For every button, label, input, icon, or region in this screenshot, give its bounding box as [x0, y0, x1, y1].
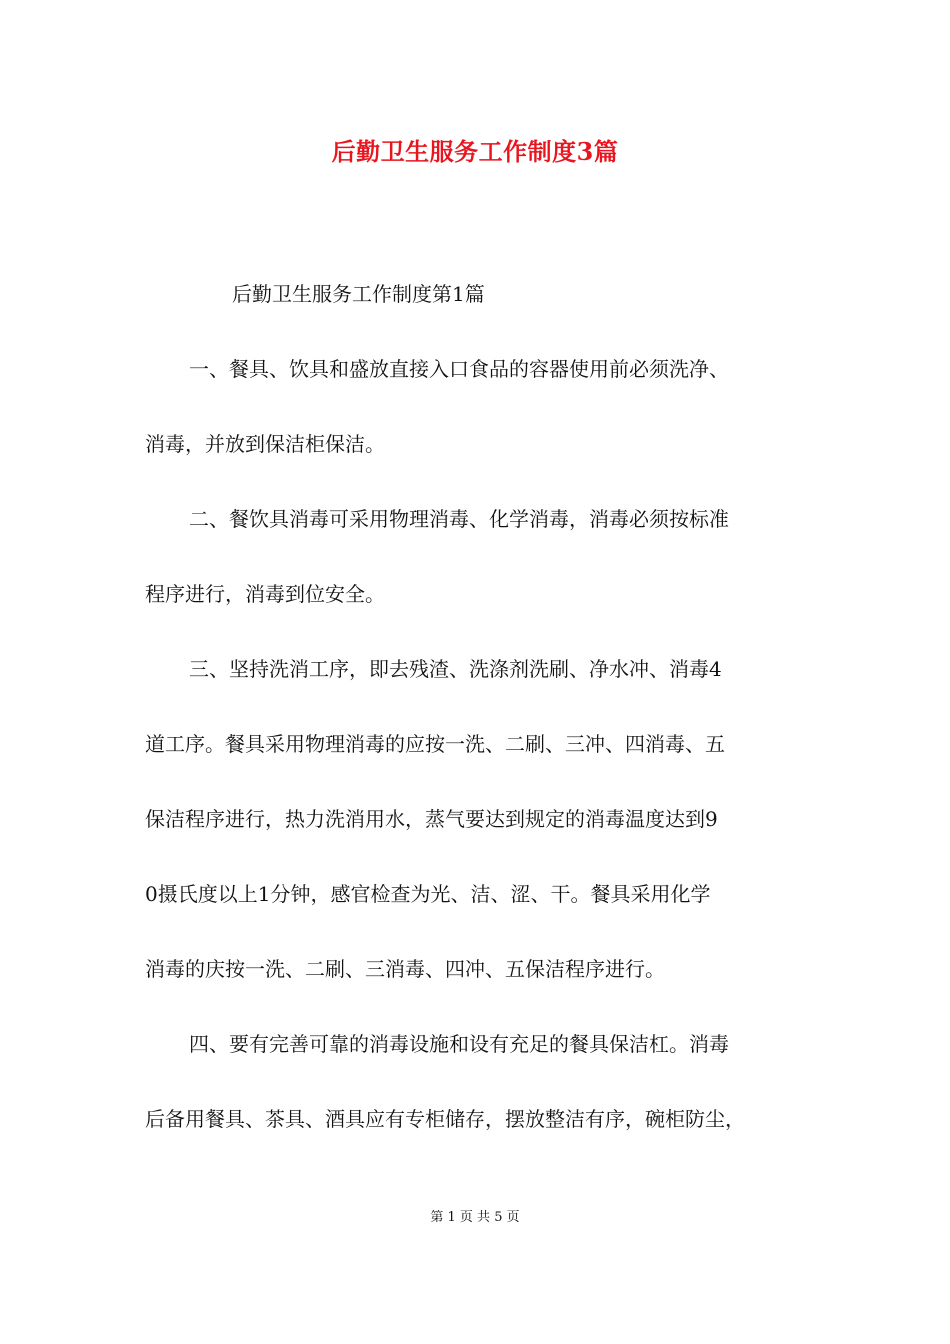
- paragraph-line: 程序进行，消毒到位安全。: [145, 582, 385, 606]
- paragraph-line: 三、坚持洗消工序，即去残渣、洗涤剂洗刷、净水冲、消毒4: [189, 657, 722, 681]
- document-title: 后勤卫生服务工作制度3篇: [331, 137, 619, 166]
- section-heading: 后勤卫生服务工作制度第1篇: [232, 282, 485, 306]
- paragraph-line: 消毒，并放到保洁柜保洁。: [145, 432, 385, 456]
- paragraph-line: 0摄氏度以上1分钟，感官检查为光、洁、涩、干。餐具采用化学: [145, 882, 711, 906]
- paragraph-line: 二、餐饮具消毒可采用物理消毒、化学消毒，消毒必须按标准: [189, 507, 729, 531]
- paragraph-line: 消毒的庆按一洗、二刷、三消毒、四冲、五保洁程序进行。: [145, 957, 665, 981]
- paragraph-line: 四、要有完善可靠的消毒设施和设有充足的餐具保洁杠。消毒: [189, 1032, 729, 1056]
- paragraph-line: 道工序。餐具采用物理消毒的应按一洗、二刷、三冲、四消毒、五: [145, 732, 725, 756]
- page-footer: 第 1 页 共 5 页: [430, 1210, 520, 1225]
- paragraph-line: 后备用餐具、茶具、酒具应有专柜储存，摆放整洁有序，碗柜防尘，: [145, 1107, 745, 1131]
- paragraph-line: 一、餐具、饮具和盛放直接入口食品的容器使用前必须洗净、: [189, 357, 729, 381]
- paragraph-line: 保洁程序进行，热力洗消用水，蒸气要达到规定的消毒温度达到9: [145, 807, 718, 831]
